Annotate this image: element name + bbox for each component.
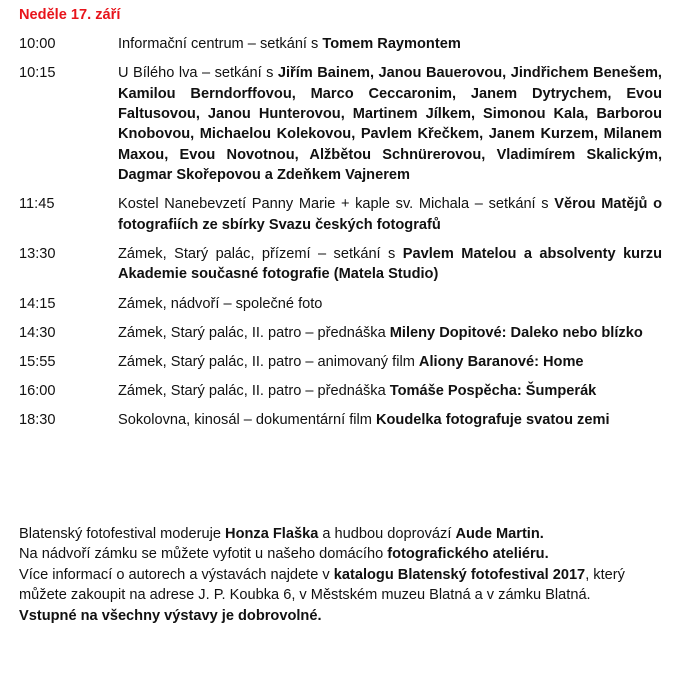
event-guest: Tomáše Pospěcha: Šumperák bbox=[389, 383, 597, 400]
schedule-time: 16:00 bbox=[19, 383, 56, 400]
music-prefix: a hudbou doprovází bbox=[318, 526, 456, 542]
schedule-description bbox=[118, 410, 662, 430]
schedule-row bbox=[19, 381, 662, 401]
event-text: Kostel Nanebevzetí Panny Marie + kaple sv. Michala – setkání s bbox=[118, 196, 555, 213]
catalog-prefix: Více informací o autorech a výstavách najdete v bbox=[19, 566, 334, 583]
schedule-row bbox=[19, 194, 662, 235]
event-text: Zámek, Starý palác, II. patro – animovaný film bbox=[118, 354, 419, 371]
festival-info bbox=[19, 524, 669, 626]
event-guest: Pavlem Matelou a absolventy kurzu Akademie současné fotografie (Matela Studio) bbox=[118, 246, 662, 283]
music-name: Aude Martin bbox=[455, 526, 540, 542]
schedule-time: 14:15 bbox=[19, 295, 56, 312]
schedule-time: 14:30 bbox=[19, 324, 56, 341]
schedule-time: 11:45 bbox=[19, 196, 55, 213]
schedule-row bbox=[19, 34, 662, 54]
event-text: U Bílého lva – setkání s bbox=[118, 65, 278, 82]
moderator-name: Honza Flaška bbox=[225, 526, 319, 542]
event-text: Zámek, Starý palác, II. patro – přednáška bbox=[118, 383, 390, 400]
schedule-description bbox=[118, 194, 662, 235]
catalog-suffix: , který můžete zakoupit na adrese J. P. Koubka 6, v Městském muzeu Blatná a v zámku Blatná. bbox=[19, 566, 625, 604]
catalog-line bbox=[19, 565, 669, 606]
event-text: Informační centrum – setkání s bbox=[118, 36, 323, 52]
admission-note: Vstupné na všechny výstavy je dobrovolné. bbox=[19, 607, 322, 624]
schedule-description bbox=[118, 381, 662, 401]
photo-place: fotografického ateliéru bbox=[387, 546, 545, 563]
schedule-description bbox=[118, 244, 662, 285]
day-heading: Neděle 17. září bbox=[19, 7, 121, 23]
schedule bbox=[19, 34, 662, 440]
schedule-description bbox=[118, 34, 662, 54]
event-guest: Věrou Matějů o fotografiích ze sbírky Svazu českých fotografů bbox=[118, 196, 663, 233]
schedule-time: 13:30 bbox=[19, 246, 56, 263]
schedule-row bbox=[19, 63, 662, 185]
schedule-row bbox=[19, 323, 662, 343]
schedule-time: 10:15 bbox=[19, 65, 56, 82]
schedule-description bbox=[118, 294, 662, 314]
schedule-description bbox=[118, 323, 662, 343]
event-guest: Jiřím Bainem, Janou Bauerovou, Jindřichem Benešem, Kamilou Berndorffovou, Marco Ceccaronim, Janem Dytrychem, Evou Faltusovou, Janou Hunterovou, Martinem Jílkem, Simonou Kala, Barborou Knobovou, Michaelou Kolekovou, Pavlem Křečkem, Janem Kurzem, Milanem Maxou, Evou Novotnou, Alžbětou Schnürerovou, Vladimírem Skalickým, Dagmar Skořepovou a Zdeňkem Vajnerem bbox=[118, 65, 662, 184]
event-text: Zámek, Starý palác, přízemí – setkání s bbox=[118, 246, 403, 263]
event-text: Zámek, nádvoří – společné foto bbox=[118, 295, 323, 312]
schedule-time: 15:55 bbox=[19, 354, 56, 371]
schedule-description bbox=[118, 63, 662, 185]
photo-line bbox=[19, 544, 669, 564]
moderator-prefix: Blatenský fotofestival moderuje bbox=[19, 526, 226, 542]
event-guest: Aliony Baranové: Home bbox=[418, 354, 584, 371]
moderator-line bbox=[19, 524, 669, 544]
schedule-description bbox=[118, 352, 662, 372]
schedule-row bbox=[19, 410, 662, 430]
schedule-row bbox=[19, 244, 662, 285]
catalog-name: katalogu Blatenský fotofestival 2017 bbox=[333, 566, 586, 583]
music-suffix: . bbox=[539, 526, 544, 542]
event-guest: Mileny Dopitové: Daleko nebo blízko bbox=[389, 324, 643, 341]
event-guest: Tomem Raymontem bbox=[322, 36, 461, 52]
schedule-time: 10:00 bbox=[19, 36, 56, 52]
event-text: Zámek, Starý palác, II. patro – přednáška bbox=[118, 324, 390, 341]
event-text: Sokolovna, kinosál – dokumentární film bbox=[118, 412, 376, 429]
photo-prefix: Na nádvoří zámku se můžete vyfotit u našeho domácího bbox=[19, 546, 388, 563]
schedule-row bbox=[19, 352, 662, 372]
schedule-time: 18:30 bbox=[19, 412, 56, 429]
event-guest: Koudelka fotografuje svatou zemi bbox=[375, 412, 610, 429]
photo-suffix: . bbox=[544, 546, 549, 563]
schedule-row bbox=[19, 294, 662, 314]
